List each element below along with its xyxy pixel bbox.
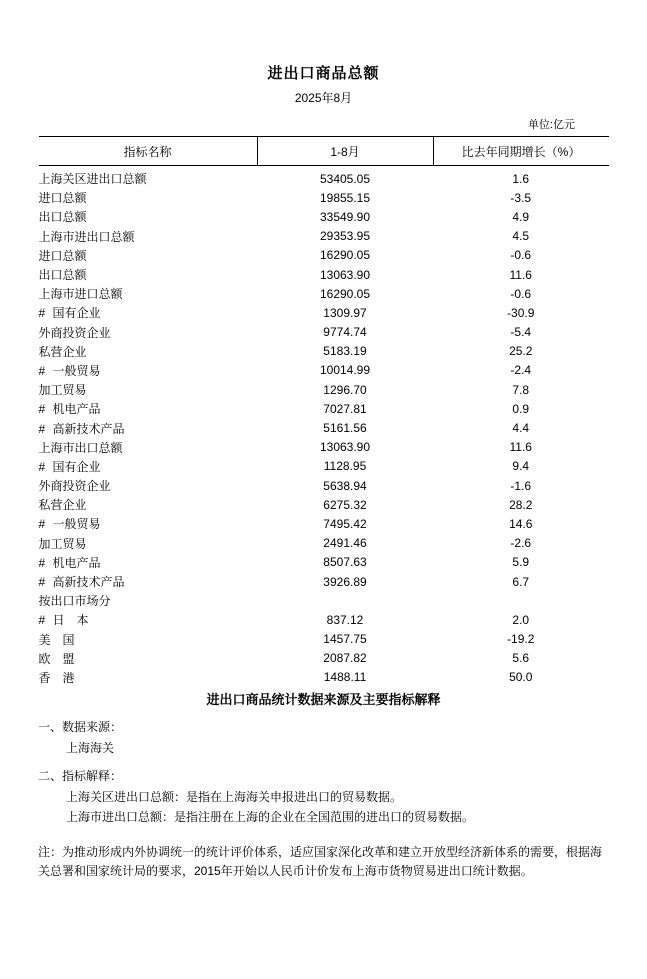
hash-marker: # xyxy=(38,575,46,590)
row-value: 7027.81 xyxy=(323,401,367,416)
row-growth: 11.6 xyxy=(509,267,532,282)
hash-marker: # xyxy=(38,306,46,321)
page-title: 进出口商品总额 xyxy=(267,65,380,82)
table-row xyxy=(39,668,609,687)
row-growth: -19.2 xyxy=(507,632,535,647)
table-row xyxy=(39,323,609,342)
row-value: 2491.46 xyxy=(323,536,367,551)
hash-marker: # xyxy=(38,459,46,474)
row-label xyxy=(39,476,258,495)
row-label xyxy=(39,361,258,380)
row-label-text: 上海市进出口总额 xyxy=(38,229,135,244)
row-growth: -2.4 xyxy=(510,363,532,378)
row-label-text: 机电产品 xyxy=(52,555,101,570)
table-row xyxy=(39,399,609,418)
table-row xyxy=(39,246,609,265)
row-growth: 2.0 xyxy=(512,612,530,627)
row-label-text: 美 国 xyxy=(38,632,75,647)
row-value: 16290.05 xyxy=(319,286,371,301)
table-body xyxy=(39,166,609,688)
row-label xyxy=(39,495,258,514)
row-growth: 6.7 xyxy=(512,574,530,589)
statistics-table xyxy=(39,136,609,687)
hash-marker: # xyxy=(38,613,46,628)
row-value: 2087.82 xyxy=(323,651,367,666)
row-value: 837.12 xyxy=(326,612,364,627)
row-label xyxy=(39,649,258,668)
column-header-growth: 比去年同期增长（%） xyxy=(433,137,609,166)
explanation-label: 二、指标解释： xyxy=(38,769,123,784)
table-row xyxy=(39,572,609,591)
table-row xyxy=(39,514,609,533)
row-growth: 4.9 xyxy=(512,209,530,224)
row-label xyxy=(39,572,258,591)
row-label-text: 加工贸易 xyxy=(38,383,87,398)
row-growth: 25.2 xyxy=(509,344,533,359)
hash-marker: # xyxy=(38,402,46,417)
table-row xyxy=(39,438,609,457)
source-value: 上海海关 xyxy=(66,740,115,755)
row-value: 7495.42 xyxy=(323,516,367,531)
table-row xyxy=(39,476,609,495)
row-label xyxy=(39,380,258,399)
table-row xyxy=(39,188,609,207)
row-value: 33549.90 xyxy=(319,209,371,224)
explanation-customs: 上海关区进出口总额：是指在上海海关申报进出口的贸易数据。 xyxy=(66,789,403,804)
row-growth: 5.9 xyxy=(512,555,530,570)
row-label xyxy=(39,166,258,189)
row-growth: 5.6 xyxy=(512,651,530,666)
row-label xyxy=(39,284,258,303)
row-value xyxy=(257,591,433,610)
row-label xyxy=(39,246,258,265)
table-row xyxy=(39,534,609,553)
row-value: 13063.90 xyxy=(319,440,371,455)
column-header-indicator: 指标名称 xyxy=(39,137,258,166)
row-value: 6275.32 xyxy=(323,497,367,512)
table-row xyxy=(39,591,609,610)
row-value: 1128.95 xyxy=(323,459,367,474)
row-label-text: 加工贸易 xyxy=(38,536,87,551)
hash-marker: # xyxy=(38,421,46,436)
row-label-text: 日 本 xyxy=(52,613,89,628)
table-row xyxy=(39,610,609,629)
row-label-text: 按出口市场分 xyxy=(38,594,111,609)
row-value: 1457.75 xyxy=(323,632,367,647)
footnote: 注：为推动形成内外协调统一的统计评价体系，适应国家深化改革和建立开放型经济新体系的需要，根据海关总署和国家统计局的要求，2015年开始以人民币计价发布上海市货物贸易进出口统计数据。 xyxy=(38,845,603,878)
row-label-text: 上海市出口总额 xyxy=(38,440,123,455)
explanation-city: 上海市进出口总额：是指注册在上海的企业在全国范围的进出口的贸易数据。 xyxy=(66,810,475,825)
row-growth xyxy=(433,591,609,610)
table-row xyxy=(39,284,609,303)
row-growth: -1.6 xyxy=(510,478,532,493)
table-row xyxy=(39,303,609,322)
table-row xyxy=(39,630,609,649)
row-label xyxy=(39,399,258,418)
column-header-period: 1-8月 xyxy=(257,137,433,166)
row-label-text: 一般贸易 xyxy=(52,517,101,532)
row-growth: 14.6 xyxy=(509,516,533,531)
table-row xyxy=(39,227,609,246)
row-label xyxy=(39,438,258,457)
row-label xyxy=(39,227,258,246)
row-label xyxy=(39,188,258,207)
row-label xyxy=(39,342,258,361)
row-label-text: 欧 盟 xyxy=(38,651,75,666)
row-value: 13063.90 xyxy=(319,267,371,282)
row-value: 5638.94 xyxy=(323,478,367,493)
row-growth: 0.9 xyxy=(512,401,530,416)
row-growth: 50.0 xyxy=(509,670,533,685)
row-value: 29353.95 xyxy=(319,229,371,244)
row-label-text: 国有企业 xyxy=(52,306,101,321)
row-label-text: 一般贸易 xyxy=(52,363,101,378)
row-label xyxy=(39,207,258,226)
page-subtitle: 2025年8月 xyxy=(294,91,353,105)
row-label-text: 上海市进口总额 xyxy=(38,287,123,302)
table-row xyxy=(39,342,609,361)
hash-marker: # xyxy=(38,363,46,378)
row-label xyxy=(39,668,258,687)
row-value: 5161.56 xyxy=(323,421,367,436)
row-label-text: 上海关区进出口总额 xyxy=(38,172,147,187)
row-label xyxy=(39,323,258,342)
row-label-text: 高新技术产品 xyxy=(52,575,125,590)
row-growth: 9.4 xyxy=(512,459,530,474)
row-label xyxy=(39,534,258,553)
document-page xyxy=(0,62,647,979)
row-value: 1296.70 xyxy=(323,382,367,397)
row-growth: 7.8 xyxy=(512,382,530,397)
row-growth: 11.6 xyxy=(509,440,532,455)
row-label-text: 香 港 xyxy=(38,670,75,685)
row-value: 3926.89 xyxy=(323,574,367,589)
unit-label: 单位:亿元 xyxy=(527,119,575,131)
row-label xyxy=(39,553,258,572)
row-growth: -5.4 xyxy=(510,325,532,340)
row-label-text: 高新技术产品 xyxy=(52,421,125,436)
row-label xyxy=(39,591,258,610)
row-label xyxy=(39,303,258,322)
table-row xyxy=(39,166,609,189)
row-value: 5183.19 xyxy=(323,344,367,359)
row-label xyxy=(39,514,258,533)
table-row xyxy=(39,207,609,226)
row-label xyxy=(39,630,258,649)
row-label xyxy=(39,610,258,629)
row-label-text: 私营企业 xyxy=(38,498,87,513)
row-growth: -30.9 xyxy=(507,305,535,320)
row-label-text: 进口总额 xyxy=(38,248,87,263)
row-value: 9774.74 xyxy=(323,325,367,340)
row-value: 19855.15 xyxy=(319,190,371,205)
row-growth: -2.6 xyxy=(510,536,532,551)
row-growth: -0.6 xyxy=(510,248,532,263)
row-label-text: 进口总额 xyxy=(38,191,87,206)
row-label-text: 机电产品 xyxy=(52,402,101,417)
table-row xyxy=(39,265,609,284)
source-label: 一、数据来源： xyxy=(38,720,123,735)
table-row xyxy=(39,495,609,514)
row-growth: -3.5 xyxy=(510,190,532,205)
footer-heading: 进出口商品统计数据来源及主要指标解释 xyxy=(206,692,441,708)
row-value: 10014.99 xyxy=(319,363,371,378)
row-label-text: 出口总额 xyxy=(38,268,87,283)
hash-marker: # xyxy=(38,555,46,570)
table-header xyxy=(39,137,609,166)
table-row xyxy=(39,649,609,668)
row-value: 16290.05 xyxy=(319,248,371,263)
table-row xyxy=(39,457,609,476)
row-label xyxy=(39,418,258,437)
row-growth: 4.4 xyxy=(512,421,530,436)
row-growth: 1.6 xyxy=(512,171,530,186)
row-label xyxy=(39,265,258,284)
row-label-text: 外商投资企业 xyxy=(38,325,111,340)
row-label-text: 外商投资企业 xyxy=(38,479,111,494)
row-value: 8507.63 xyxy=(323,555,367,570)
row-growth: 4.5 xyxy=(512,229,530,244)
row-growth: -0.6 xyxy=(510,286,532,301)
row-label-text: 出口总额 xyxy=(38,210,87,225)
row-value: 53405.05 xyxy=(319,171,371,186)
row-growth: 28.2 xyxy=(509,497,533,512)
row-value: 1309.97 xyxy=(323,305,367,320)
row-label-text: 国有企业 xyxy=(52,459,101,474)
table-row xyxy=(39,361,609,380)
row-label xyxy=(39,457,258,476)
row-value: 1488.11 xyxy=(323,670,367,685)
row-label-text: 私营企业 xyxy=(38,344,87,359)
table-row xyxy=(39,418,609,437)
hash-marker: # xyxy=(38,517,46,532)
table-row xyxy=(39,380,609,399)
table-row xyxy=(39,553,609,572)
